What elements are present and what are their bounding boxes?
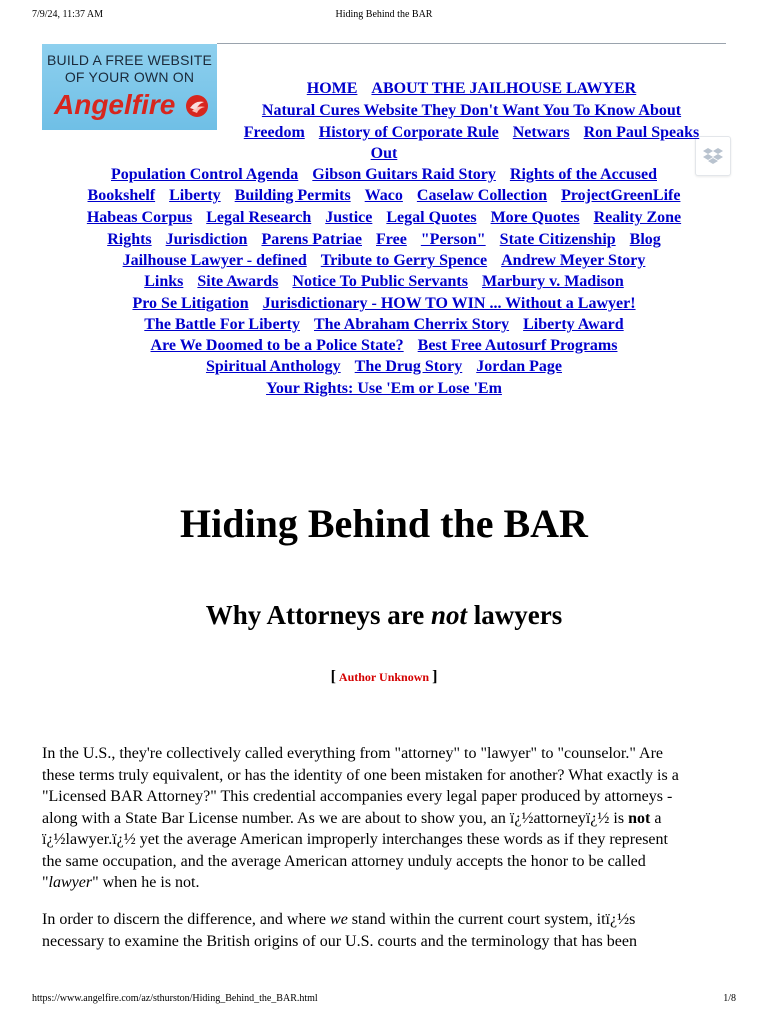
nav-link-police-state[interactable]: Are We Doomed to be a Police State? <box>150 337 404 354</box>
paragraph-1 <box>42 743 728 894</box>
nav-line-5 <box>0 165 768 185</box>
author-name: Author Unknown <box>338 670 430 684</box>
nav-link-liberty[interactable]: Liberty <box>169 187 221 204</box>
nav-line-13 <box>0 336 768 356</box>
print-datetime: 7/9/24, 11:37 AM <box>32 9 104 20</box>
nav-link-parens-patriae[interactable]: Parens Patriae <box>261 231 362 248</box>
nav-link-projectgreenlife[interactable]: ProjectGreenLife <box>561 187 681 204</box>
nav-link-corporate-rule[interactable]: History of Corporate Rule <box>318 124 499 141</box>
nav-link-jurisdiction[interactable]: Jurisdiction <box>165 231 248 248</box>
nav-link-blog[interactable]: Blog <box>629 231 661 248</box>
p1-line-3: "Licensed BAR Attorney?" This credential accompanies every legal paper produced by attorneys - <box>42 788 673 805</box>
nav-link-more-quotes[interactable]: More Quotes <box>490 209 580 226</box>
p2-line-1-em: we <box>330 911 348 928</box>
article-subtitle <box>0 598 768 632</box>
nav-link-spiritual-anthology[interactable]: Spiritual Anthology <box>205 358 341 375</box>
p1-line-7-open: " <box>42 874 49 891</box>
article-title: Hiding Behind the BAR <box>180 501 588 546</box>
nav-link-gibson-guitars[interactable]: Gibson Guitars Raid Story <box>312 166 496 183</box>
nav-link-gerry-spence[interactable]: Tribute to Gerry Spence <box>320 252 488 269</box>
p1-line-7-end: " when he is not. <box>92 874 200 891</box>
p1-line-4-end: a <box>650 809 662 827</box>
nav-line-3 <box>217 123 726 143</box>
nav-link-jurisdictionary[interactable]: Jurisdictionary - HOW TO WIN ... Without a Lawyer! <box>262 295 636 312</box>
nav-line-4 <box>0 144 768 164</box>
print-page-number: 1/8 <box>723 993 736 1004</box>
nav-link-bookshelf[interactable]: Bookshelf <box>87 187 156 204</box>
nav-link-natural-cures[interactable]: Natural Cures Website They Don't Want You To Know About <box>261 102 682 119</box>
nav-line-8 <box>0 230 768 250</box>
nav-link-rights-accused[interactable]: Rights of the Accused <box>509 166 657 183</box>
nav-link-justice[interactable]: Justice <box>325 209 373 226</box>
print-url: https://www.angelfire.com/az/sthurston/Hiding_Behind_the_BAR.html <box>32 993 318 1004</box>
nav-link-legal-quotes[interactable]: Legal Quotes <box>386 209 477 226</box>
nav-link-marbury[interactable]: Marbury v. Madison <box>481 273 624 290</box>
nav-link-netwars[interactable]: Netwars <box>512 124 570 141</box>
p1-line-7 <box>42 872 728 894</box>
nav-link-reality-zone[interactable]: Reality Zone <box>593 209 682 226</box>
p1-line-4 <box>42 808 728 830</box>
nav-line-12 <box>0 315 768 335</box>
nav-link-your-rights[interactable]: Your Rights: Use 'Em or Lose 'Em <box>266 380 502 397</box>
nav-link-autosurf[interactable]: Best Free Autosurf Programs <box>417 337 618 354</box>
nav-link-waco[interactable]: Waco <box>364 187 403 204</box>
p2-line-2: necessary to examine the British origins of our U.S. courts and the terminology that has been <box>42 932 637 950</box>
print-footer <box>0 992 768 1006</box>
nav-line-2 <box>217 101 726 121</box>
author-bracket-close: ] <box>432 668 438 685</box>
banner-line-2: OF YOUR OWN ON <box>64 69 195 85</box>
author-credit <box>0 668 768 686</box>
nav-link-site-awards[interactable]: Site Awards <box>197 273 279 290</box>
nav-link-legal-research[interactable]: Legal Research <box>206 209 312 226</box>
nav-link-liberty-award[interactable]: Liberty Award <box>523 316 624 333</box>
nav-link-home[interactable]: HOME <box>306 80 358 97</box>
nav-link-person[interactable]: "Person" <box>420 231 486 248</box>
nav-link-jailhouse-lawyer-defined[interactable]: Jailhouse Lawyer - defined <box>122 252 307 269</box>
nav-line-1 <box>217 79 726 99</box>
paragraph-2 <box>42 909 728 952</box>
p1-line-2: these terms truly equivalent, or has the identity of one been mistaken for another? What exactly is a <box>42 766 679 784</box>
nav-link-andrew-meyer[interactable]: Andrew Meyer Story <box>501 252 646 269</box>
banner-brand: Angelfire <box>54 89 176 120</box>
nav-link-population-control[interactable]: Population Control Agenda <box>111 166 299 183</box>
p1-line-1: In the U.S., they're collectively called everything from "attorney" to "lawyer" to "counselor." Are <box>42 745 663 762</box>
nav-link-links[interactable]: Links <box>144 273 184 290</box>
nav-line-10 <box>0 272 768 292</box>
nav-line-7 <box>0 208 768 228</box>
nav-link-building-permits[interactable]: Building Permits <box>234 187 351 204</box>
p2-line-1 <box>42 909 728 931</box>
nav-link-pro-se[interactable]: Pro Se Litigation <box>132 295 249 312</box>
p1-line-6: the same occupation, and the average American attorney unduly accepts the honor to be called <box>42 852 646 870</box>
p1-line-5: ï¿½lawyer.ï¿½ yet the average American improperly interchanges these words as if they represent <box>42 831 668 848</box>
nav-link-jordan-page[interactable]: Jordan Page <box>476 358 563 375</box>
nav-line-15 <box>0 379 768 399</box>
nav-line-14 <box>0 357 768 377</box>
author-bracket-open: [ <box>330 668 336 685</box>
nav-link-caselaw[interactable]: Caselaw Collection <box>416 187 548 204</box>
nav-link-public-servants[interactable]: Notice To Public Servants <box>292 273 468 290</box>
angelfire-banner-ad[interactable] <box>42 44 217 130</box>
nav-link-ron-paul-continued[interactable]: Out <box>370 145 398 162</box>
p2-line-1-text: In order to discern the difference, and where <box>42 911 331 928</box>
nav-link-freedom[interactable]: Freedom <box>243 124 305 141</box>
nav-line-9 <box>0 251 768 271</box>
p2-line-1-end: stand within the current court system, itï¿½s <box>347 911 636 928</box>
subtitle-part-2: lawyers <box>467 600 563 630</box>
nav-link-cherrix[interactable]: The Abraham Cherrix Story <box>313 316 510 333</box>
print-header <box>0 8 768 22</box>
nav-link-state-citizenship[interactable]: State Citizenship <box>499 231 616 248</box>
p1-line-4-bold: not <box>628 809 651 827</box>
nav-link-ron-paul[interactable]: Ron Paul Speaks <box>583 124 700 141</box>
nav-link-battle-liberty[interactable]: The Battle For Liberty <box>144 316 300 333</box>
flame-icon <box>183 92 211 120</box>
print-page-title: Hiding Behind the BAR <box>335 9 433 20</box>
subtitle-part-1: Why Attorneys are <box>205 600 431 630</box>
subtitle-emphasis: not <box>430 600 468 630</box>
nav-line-6 <box>0 186 768 206</box>
nav-link-about[interactable]: ABOUT THE JAILHOUSE LAWYER <box>371 80 637 97</box>
nav-link-drug-story[interactable]: The Drug Story <box>354 358 463 375</box>
nav-link-rights[interactable]: Rights <box>107 231 152 248</box>
nav-link-free[interactable]: Free <box>376 231 407 248</box>
banner-line-1: BUILD A FREE WEBSITE <box>46 52 213 68</box>
nav-link-habeas-corpus[interactable]: Habeas Corpus <box>86 209 193 226</box>
p1-line-7-em: lawyer <box>48 874 93 891</box>
nav-line-11 <box>0 294 768 314</box>
p1-line-4-text: along with a State Bar License number. As we are about to show you, an ï¿½attorneyï¿½ is <box>42 809 629 827</box>
header-divider <box>217 43 726 44</box>
